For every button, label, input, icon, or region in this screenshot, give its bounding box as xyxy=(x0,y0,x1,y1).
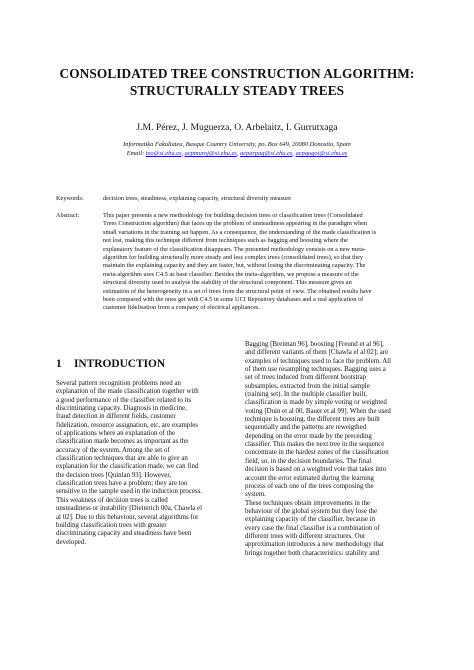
body-line: explanation of the made classification together with xyxy=(56,388,199,396)
body-line: of applications where an explanation of the xyxy=(56,430,176,438)
affiliation: Informatika Fakultatea, Basque Country University, po. Box 649, 20080 Donostia, Spain xyxy=(123,141,351,148)
body-line: technique is boosting, the different trees are built xyxy=(245,416,380,424)
body-line: system. xyxy=(245,491,266,499)
body-line: a good performance of the classifier related to its xyxy=(56,396,192,404)
abstract-line: not lost, making this technique different from techniques such as bagging and boosting where the xyxy=(103,237,348,245)
body-line: every case the final classifier is a combination of xyxy=(245,524,380,532)
keywords-text: decision trees, steadiness, explaining capacity, structural diversity measure xyxy=(103,195,292,202)
abstract-line: meta-algorithm uses C4.5 as base classifier. Besides the meta-algorithm, we propose a measure of the xyxy=(103,270,359,278)
abstract-line: This paper presents a new methodology for building decision trees or classification trees (Consolidated xyxy=(103,212,363,219)
body-line: classifier. This makes the next tree in the sequence xyxy=(245,441,385,449)
body-line: and different variants of them [Chawla el al 02]; are xyxy=(245,349,389,357)
abstract-line: algorithm for building structurally more steady and less complex trees (consolidated trees), so that they xyxy=(103,254,364,262)
body-line: examples of techniques used to face the problem. All xyxy=(245,357,391,365)
abstract-text xyxy=(103,212,427,313)
abstract-line: explanatory feature of the classification disappears. The presented methodology consists on a new meta- xyxy=(103,245,366,253)
body-line: classification techniques that are able to give an xyxy=(56,455,188,463)
body-line: unsteadiness or instability [Dietterich 00a, Chawla el xyxy=(56,505,203,513)
body-line: voting [Duin et al 00, Bauer et al 99]. When the used xyxy=(245,407,391,415)
body-line: account the error estimated during the learning xyxy=(245,474,374,482)
body-line: depending on the error made by the preceding xyxy=(245,432,372,440)
body-line: Several pattern recognition problems need an xyxy=(56,380,181,387)
body-line: field, so, in the decision boundaries. The final xyxy=(245,457,372,465)
author-list: J.M. Pérez, J. Muguerza, O. Arbelaitz, I. Gurrutxaga xyxy=(136,122,338,133)
abstract-line: structural diversity used to analyse the stability of the structural component. This measure gives an xyxy=(103,279,352,287)
body-line: discriminating capacity. Diagnosis in medicine, xyxy=(56,405,187,413)
left-column-text xyxy=(56,380,232,547)
body-line: subsamples, extracted from the initial sample xyxy=(245,382,370,390)
affiliation-block xyxy=(40,140,434,158)
email-link[interactable]: txo@si.ehu.es xyxy=(145,150,182,157)
body-line: concentrate in the hardest zones of the classification xyxy=(245,449,389,457)
body-line: set of trees induced from different bootstrap xyxy=(245,374,367,382)
section-heading xyxy=(56,357,165,371)
body-line: explaining capacity of the classifier, because in xyxy=(245,516,376,524)
title-line: STRUCTURALLY STEADY TREES xyxy=(129,82,345,98)
body-line: fraud detection in different fields, customer xyxy=(56,413,176,421)
body-line: accuracy of the system. Among the set of xyxy=(56,446,170,454)
body-line: sequentially and the patterns are reweigthed xyxy=(245,424,367,432)
abstract-label: Abstract: xyxy=(56,212,80,219)
right-column-text xyxy=(245,341,421,558)
body-line: behaviour of the global system but they lose the xyxy=(245,507,378,515)
title-line: CONSOLIDATED TREE CONSTRUCTION ALGORITHM: xyxy=(59,66,415,81)
email-link[interactable]: acparpaq@si.ehu.es xyxy=(240,150,293,157)
email-link[interactable]: acpgugoi@si.ehu.es xyxy=(295,150,348,157)
section-title: INTRODUCTION xyxy=(74,358,166,370)
body-line: Bagging [Breiman 96], boosting [Freund et al 96], xyxy=(245,341,384,348)
body-line: explanation for the classification made, we can find xyxy=(56,463,199,471)
body-line: (training set). In the multiple classifier built, xyxy=(245,391,368,399)
body-line: classification made becomes as important as the xyxy=(56,438,189,446)
abstract-line: estimation of the heterogeneity in a set of trees from the structural point of view. The obtained results have xyxy=(103,287,372,295)
paper-title xyxy=(40,66,434,99)
email-line: Email: txo@si.ehu.es, acpmuroj@si.ehu.es, acparpaq@si.ehu.es, acpgugoi@si.ehu.es xyxy=(126,150,348,157)
email-label: Email: xyxy=(126,150,145,157)
body-line: process of each one of the trees composing the xyxy=(245,482,374,490)
body-line: This weakness of decision trees is called xyxy=(56,496,168,504)
body-line: decision is based on a weighted vote that takes into xyxy=(245,466,387,474)
body-line: the decision trees [Quinlan 93]. However, xyxy=(56,471,172,479)
body-line: al 02]. Due to this behaviour, several algorithms for xyxy=(56,513,199,521)
keywords-label: Keywords: xyxy=(56,195,84,202)
abstract-line: maintain the explaining capacity and they are faster, but, without losing the discriminating capacity. The xyxy=(103,262,366,270)
body-line: classification trees have a problem; they are too xyxy=(56,480,188,488)
section-number: 1 xyxy=(56,358,62,370)
abstract-line: customer fidelisation from a company of electrical appliances. xyxy=(103,304,261,312)
body-line: building classification trees with greater xyxy=(56,521,167,529)
body-line: of them use resampling techniques. Bagging uses a xyxy=(245,366,386,374)
body-line: These techniques obtain improvements in the xyxy=(245,499,370,507)
body-line: sensitive to the sample used in the induction process. xyxy=(56,488,203,496)
abstract-line: Trees Construction algorithm) that faces up the problem of unsteadiness appearing in the paradigm when xyxy=(103,220,368,228)
abstract-line: small variations in the training set happen. As a consequence, the understanding of the made classification is xyxy=(103,228,377,236)
body-line: discriminating capacity and steadiness have been xyxy=(56,530,192,538)
email-link[interactable]: acpmuroj@si.ehu.es xyxy=(184,150,237,157)
body-line: developed. xyxy=(56,538,87,546)
body-line: approximation introduces a new methodology that xyxy=(245,541,384,549)
body-line: classification is made by simple voting or weighted xyxy=(245,399,387,407)
body-line: different trees with different structures. Our xyxy=(245,532,366,540)
abstract-line: been compared with the ones get with C4.5 in some UCI Repository databases and a real application of xyxy=(103,296,364,304)
body-line: brings together both characteristics: stability and xyxy=(245,549,380,557)
body-line: fidelization, resource assignation, etc, are examples xyxy=(56,421,198,429)
